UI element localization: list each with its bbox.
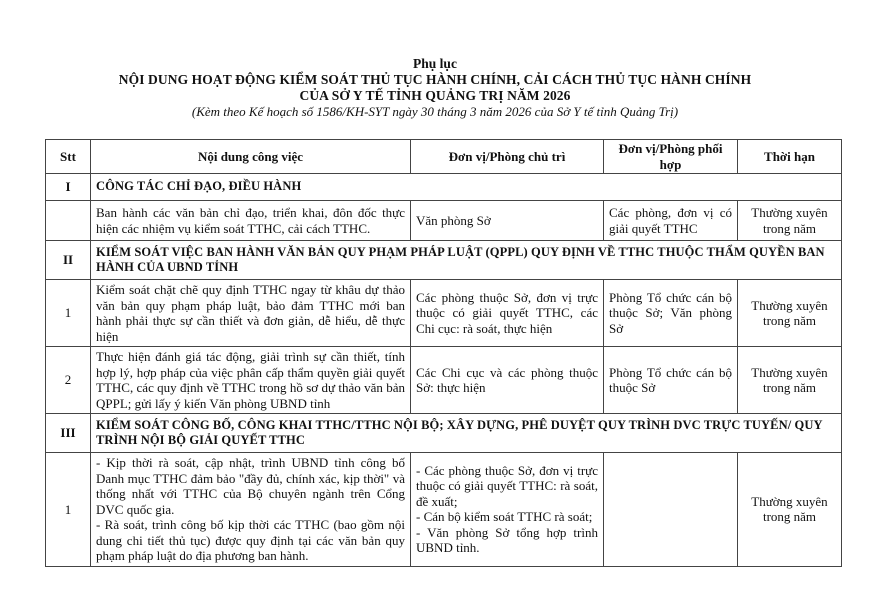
main-title-line-2: CỦA SỞ Y TẾ TỈNH QUẢNG TRỊ NĂM 2026 [299, 88, 571, 103]
section-number: II [46, 241, 91, 280]
column-header-coop-unit: Đơn vị/Phòng phối hợp [604, 140, 738, 174]
row-lead-unit: Các phòng thuộc Sở, đơn vị trực thuộc có giải quyết TTHC, các Chi cục: rà soát, thực hiện [411, 280, 604, 347]
row-lead-unit: Các Chi cục và các phòng thuộc Sở: thực hiện [411, 347, 604, 414]
column-header-deadline: Thời hạn [738, 140, 842, 174]
section-number: III [46, 414, 91, 453]
table-row [46, 280, 842, 347]
row-lead-unit [411, 453, 604, 567]
row-coop-unit [604, 453, 738, 567]
column-header-content: Nội dung công việc [91, 140, 411, 174]
appendix-title: Phụ lục [413, 56, 457, 71]
row-stt: 1 [46, 453, 91, 567]
row-coop-unit: Các phòng, đơn vị có giải quyết TTHC [604, 201, 738, 241]
row-content: Kiểm soát chặt chẽ quy định TTHC ngay từ khâu dự thảo văn bản quy phạm pháp luật, bảo đảm TTHC mới ban hành phải thực sự cần thiết và đơn giản, dễ hiểu, dễ thực hiện [91, 280, 411, 347]
row-stt: 1 [46, 280, 91, 347]
row-stt [46, 201, 91, 241]
section-title: KIỂM SOÁT CÔNG BỐ, CÔNG KHAI TTHC/TTHC NỘI BỘ; XÂY DỰNG, PHÊ DUYỆT QUY TRÌNH DVC TRỰC TUYẾN/ QUY TRÌNH NỘI BỘ GIẢI QUYẾT TTHC [91, 414, 842, 453]
row-lead-line: - Cán bộ kiểm soát TTHC rà soát; [416, 509, 593, 525]
document-subtitle: (Kèm theo Kế hoạch số 1586/KH-SYT ngày 30 tháng 3 năm 2026 của Sở Y tế tỉnh Quảng Trị) [191, 104, 679, 119]
row-deadline: Thường xuyên trong năm [738, 280, 842, 347]
row-content: Ban hành các văn bản chỉ đạo, triển khai, đôn đốc thực hiện các nhiệm vụ kiểm soát TTHC, cải cách TTHC. [91, 201, 411, 241]
section-row [46, 241, 842, 280]
document-header [40, 56, 830, 120]
row-stt: 2 [46, 347, 91, 414]
section-title: CÔNG TÁC CHỈ ĐẠO, ĐIỀU HÀNH [91, 174, 842, 201]
row-deadline: Thường xuyên trong năm [738, 347, 842, 414]
section-row [46, 414, 842, 453]
section-title: KIỂM SOÁT VIỆC BAN HÀNH VĂN BẢN QUY PHẠM PHÁP LUẬT (QPPL) QUY ĐỊNH VỀ TTHC THUỘC THẨM QUYỀN BAN HÀNH CỦA UBND TỈNH [91, 241, 842, 280]
activity-table [45, 139, 842, 567]
column-header-lead-unit: Đơn vị/Phòng chủ trì [411, 140, 604, 174]
row-content: Thực hiện đánh giá tác động, giải trình sự cần thiết, tính hợp lý, hợp pháp của việc phân cấp thẩm quyền giải quyết TTHC, các quy định về TTHC trong hồ sơ dự thảo văn bản QPPL; gửi lấy ý kiến Văn phòng UBND tỉnh [91, 347, 411, 414]
row-coop-unit: Phòng Tổ chức cán bộ thuộc Sở [604, 347, 738, 414]
row-content-line: - Rà soát, trình công bố kịp thời các TTHC (bao gồm nội dung chi tiết thủ tục) được quy định tại các văn bản quy phạm pháp luật do địa phương ban hành. [96, 517, 405, 563]
row-content [91, 453, 411, 567]
row-lead-line: - Văn phòng Sở tổng hợp trình UBND tỉnh. [416, 524, 598, 556]
row-deadline: Thường xuyên trong năm [738, 201, 842, 241]
row-lead-unit: Văn phòng Sở [411, 201, 604, 241]
main-title-line-1: NỘI DUNG HOẠT ĐỘNG KIỂM SOÁT THỦ TỤC HÀNH CHÍNH, CẢI CÁCH THỦ TỤC HÀNH CHÍNH [118, 72, 752, 87]
column-header-stt: Stt [46, 140, 91, 174]
table-row [46, 453, 842, 567]
row-content-line: - Kịp thời rà soát, cập nhật, trình UBND tỉnh công bố Danh mục TTHC đảm bảo "đầy đủ, chính xác, kịp thời" và thống nhất với TTHC của Bộ chuyên ngành trên Cổng DVC quốc gia. [96, 455, 405, 517]
row-coop-unit: Phòng Tổ chức cán bộ thuộc Sở; Văn phòng Sở [604, 280, 738, 347]
row-lead-line: - Các phòng thuộc Sở, đơn vị trực thuộc có giải quyết TTHC: rà soát, đề xuất; [416, 462, 598, 509]
row-deadline: Thường xuyên trong năm [738, 453, 842, 567]
table-row [46, 201, 842, 241]
table-row [46, 347, 842, 414]
section-row [46, 174, 842, 201]
section-number: I [46, 174, 91, 201]
table-header-row [46, 140, 842, 174]
